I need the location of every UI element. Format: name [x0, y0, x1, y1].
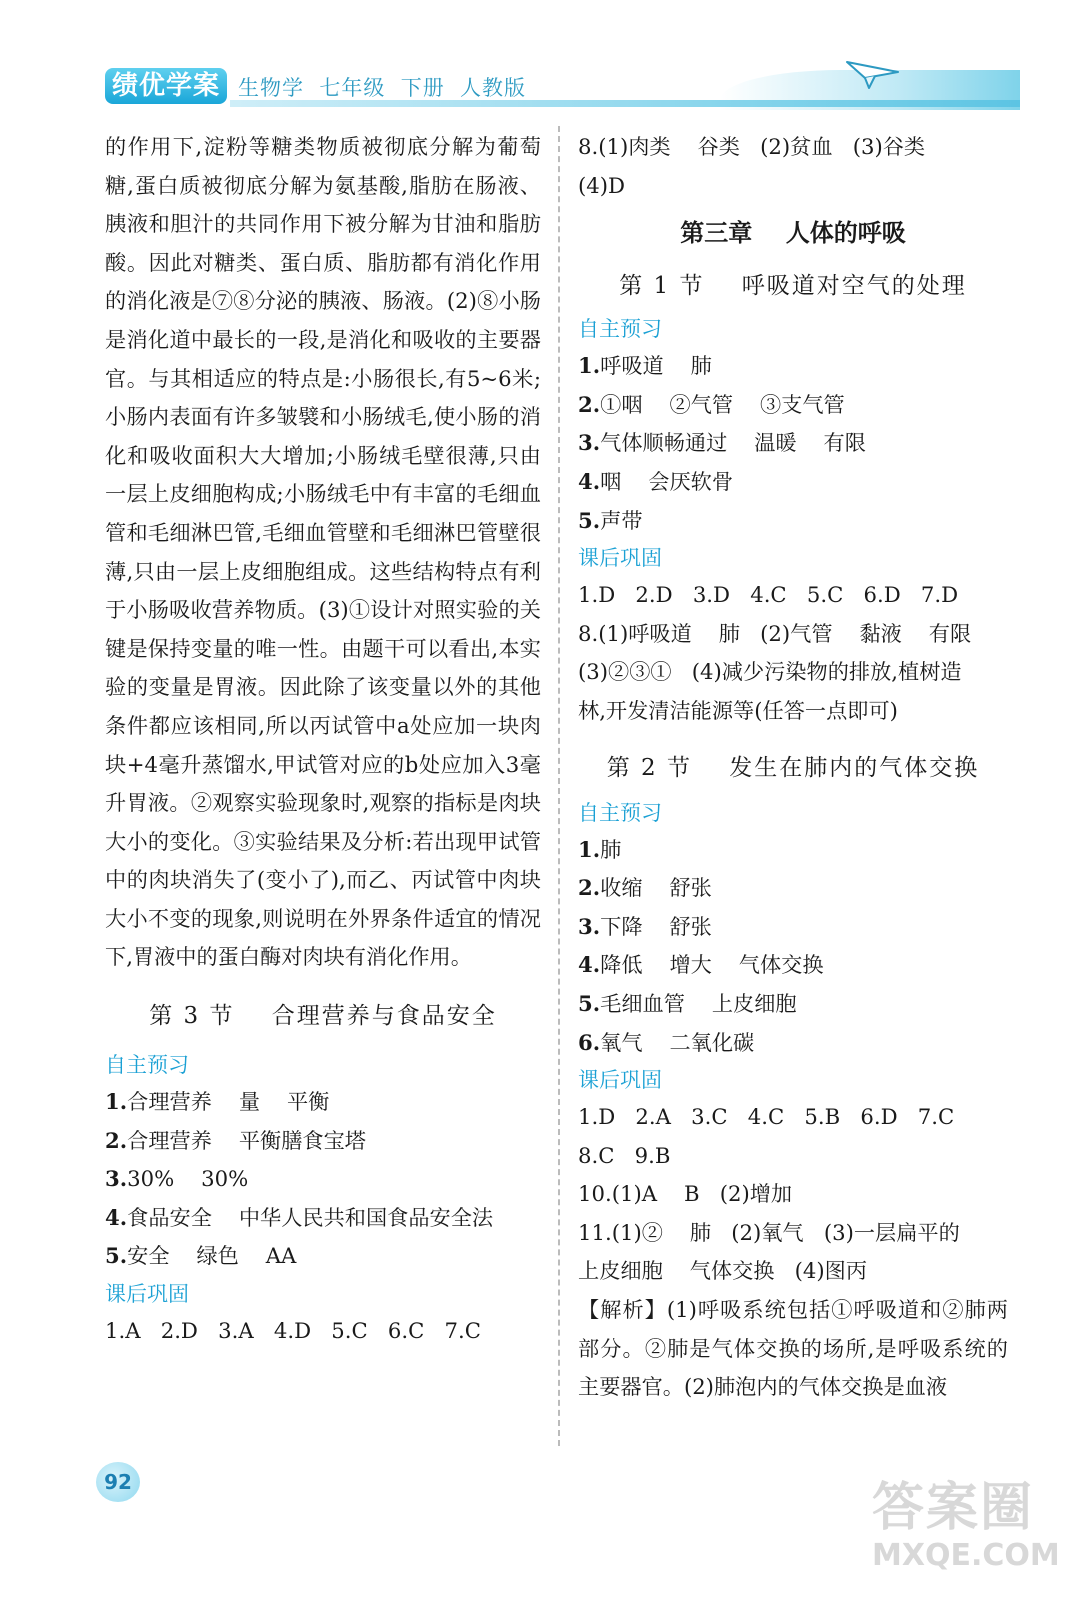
answer-line: (4)D — [578, 172, 625, 198]
right-column — [578, 128, 1008, 1407]
answer-line: 8.(1)肉类 谷类 (2)贫血 (3)谷类 — [578, 134, 926, 159]
section-2-title: 第 2 节 发生在肺内的气体交换 — [606, 754, 980, 781]
answer-line: 1.D 2.A 3.C 4.C 5.B 6.D 7.C — [578, 1104, 955, 1130]
answer-line: 2.收缩 舒张 — [578, 875, 712, 901]
answer-line: 1.肺 — [578, 836, 622, 862]
answer-line: 4.咽 会厌软骨 — [578, 468, 734, 494]
preview-label: 自主预习 — [578, 800, 662, 825]
watermark-url: MXQE.COM — [872, 1538, 1060, 1573]
answer-line: 1.合理营养 量 平衡 — [105, 1089, 330, 1115]
section-3-title: 第 3 节 合理营养与食品安全 — [149, 1003, 497, 1030]
answer-line: 5.声带 — [578, 507, 643, 533]
answer-line: 1.D 2.D 3.D 4.C 5.C 6.D 7.D — [578, 582, 959, 608]
answer-explanation-text: 的作用下,淀粉等糖类物质被彻底分解为葡萄糖,蛋白质被彻底分解为氨基酸,脂肪在肠液、胰液和胆汁的共同作用下被分解为甘油和脂肪酸。因此对糖类、蛋白质、脂肪都有消化作用的消化液是⑦⑧分泌的胰液、肠液。(2)⑧小肠是消化道中最长的一段,是消化和吸收的主要器官。与其相适应的特点是:小肠很长,有5~6米;小肠内表面有许多皱襞和小肠绒毛,使小肠的消化和吸收面积大大增加;小肠绒毛壁很薄,只由一层上皮细胞构成;小肠绒毛中有丰富的毛细血管和毛细淋巴管,毛细血管壁和毛细淋巴管壁很薄,只由一层上皮细胞组成。这些结构特点有利于小肠吸收营养物质。(3)①设计对照实验的关键是保持变量的唯一性。由题干可以看出,本实验的变量是胃液。因此除了该变量以外的其他条件都应该相同,所以丙试管中a处应加一块肉块+4毫升蒸馏水,甲试管对应的b处应加入3毫升胃液。②观察实验现象时,观察的指标是肉块大小的变化。③实验结果及分析:若出现甲试管中的肉块消失了(变小了),而乙、丙试管中肉块大小不变的现象,则说明在外界条件适宜的情况下,胃液中的蛋白酶对肉块有消化作用。 — [105, 134, 541, 970]
answer-line: 3.30% 30% — [105, 1166, 249, 1192]
chapter-3-title: 第三章 人体的呼吸 — [680, 219, 906, 248]
answer-line: 2.合理营养 平衡膳食宝塔 — [105, 1127, 366, 1153]
book-info: 生物学 七年级 下册 人教版 — [238, 76, 527, 100]
answer-line: 林,开发清洁能源等(任答一点即可) — [578, 697, 898, 723]
answer-line: 上皮细胞 气体交换 (4)图丙 — [578, 1258, 868, 1284]
answer-line: 11.(1)② 肺 (2)氧气 (3)一层扁平的 — [578, 1219, 960, 1245]
answer-line: 6.氧气 二氧化碳 — [578, 1029, 755, 1055]
answer-line: 4.食品安全 中华人民共和国食品安全法 — [105, 1204, 494, 1230]
paper-plane-icon — [845, 58, 900, 90]
review-label: 课后巩固 — [578, 1068, 662, 1093]
watermark — [872, 1478, 1062, 1588]
answer-line: 4.降低 增大 气体交换 — [578, 952, 824, 978]
watermark-logo-text: 答案圈 — [872, 1478, 1035, 1538]
answer-line: 3.下降 舒张 — [578, 913, 712, 939]
column-divider — [558, 126, 560, 1446]
answer-line: 8.(1)呼吸道 肺 (2)气管 黏液 有限 — [578, 620, 972, 646]
preview-label: 自主预习 — [578, 317, 662, 342]
answer-line: 1.呼吸道 肺 — [578, 353, 712, 379]
review-label: 课后巩固 — [105, 1282, 189, 1307]
answer-line: 3.气体顺畅通过 温暖 有限 — [578, 430, 866, 456]
page-header — [0, 0, 1071, 120]
answer-line: 2.①咽 ②气管 ③支气管 — [578, 391, 845, 417]
section-1-title: 第 1 节 呼吸道对空气的处理 — [619, 273, 967, 300]
answer-line: 1.A 2.D 3.A 4.D 5.C 6.C 7.C — [105, 1318, 481, 1344]
answer-line: 8.C 9.B — [578, 1142, 671, 1168]
analysis-text: 【解析】(1)呼吸系统包括①呼吸道和②肺两部分。②肺是气体交换的场所,是呼吸系统的主要器官。(2)肺泡内的气体交换是血液 — [578, 1297, 1008, 1400]
answer-line: 10.(1)A B (2)增加 — [578, 1181, 793, 1207]
review-label: 课后巩固 — [578, 546, 662, 571]
answer-line: 5.毛细血管 上皮细胞 — [578, 990, 797, 1016]
answer-line: 5.安全 绿色 AA — [105, 1243, 297, 1269]
brand-logo: 绩优学案 — [105, 68, 227, 104]
preview-label: 自主预习 — [105, 1053, 189, 1078]
left-column — [105, 128, 541, 1351]
page-number: 92 — [96, 1462, 140, 1502]
answer-line: (3)②③① (4)减少污染物的排放,植树造 — [578, 659, 962, 685]
